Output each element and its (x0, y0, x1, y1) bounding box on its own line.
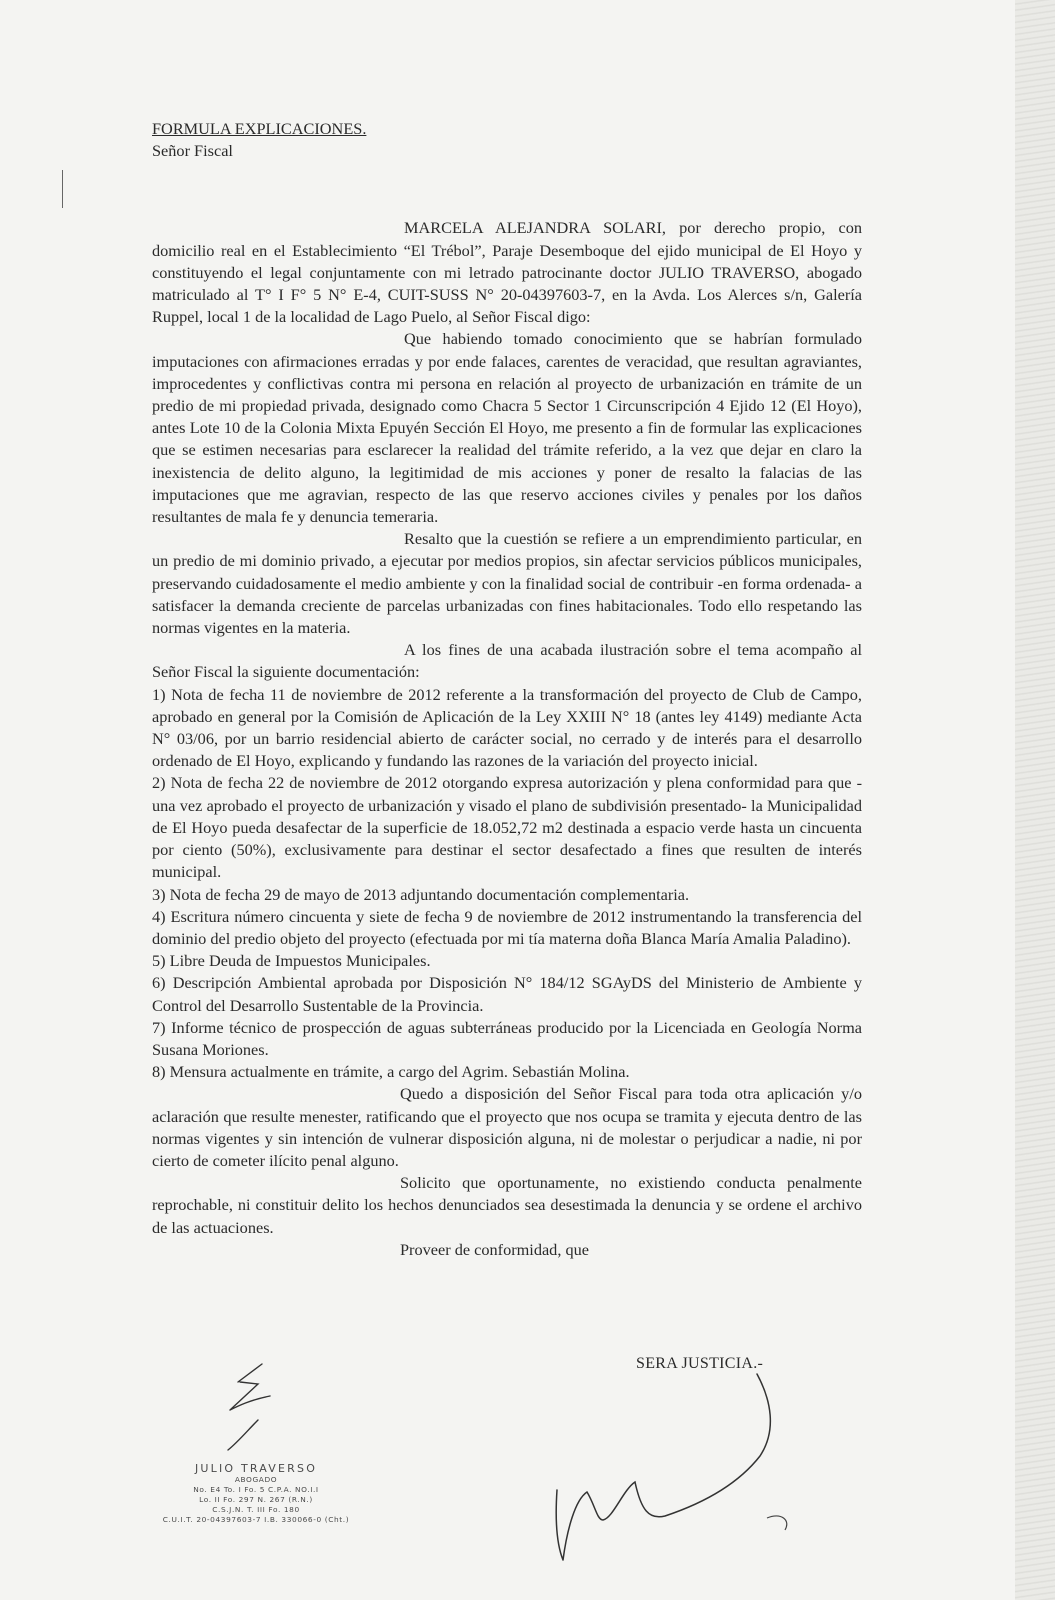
document-item: 3) Nota de fecha 29 de mayo de 2013 adjuntando documentación complementaria. (152, 884, 690, 904)
stamp-line: C.U.I.T. 20-04397603-7 I.B. 330066-0 (Cht.) (162, 1515, 350, 1524)
client-signature (545, 1370, 795, 1570)
paper-edge (1015, 0, 1055, 1600)
stamp-name: JULIO TRAVERSO (194, 1462, 318, 1475)
provision-line: Proveer de conformidad, que (400, 1239, 589, 1259)
lawyer-stamp (136, 1462, 376, 1525)
stamp-line: Lo. II Fo. 297 N. 267 (R.N.) (199, 1495, 313, 1504)
request-paragraph: Solicito que oportunamente, no existiendo conducta penalmente reprochable, ni constituir delito los hechos denunciados sea desestimada la denuncia y se ordene el archivo de las actuaciones. (152, 1173, 862, 1237)
document-item: 2) Nota de fecha 22 de noviembre de 2012 otorgando expresa autorización y plena conformidad para que -una vez aprobado el proyecto de urbanización y visado el plano de subdivisión presentado- la Municipalidad de El Hoyo pueda desafectar de la superficie de 18.052,72 m2 destinada a espacio verde hasta un cincuenta por ciento (50%), exclusivamente para destinar el sector desafectado a fines que resulten de interés municipal. (152, 773, 862, 882)
document-item: 8) Mensura actualmente en trámite, a cargo del Agrim. Sebastián Molina. (152, 1062, 630, 1082)
document-item: 5) Libre Deuda de Impuestos Municipales. (152, 951, 431, 971)
stamp-line: ABOGADO (234, 1475, 278, 1484)
availability-paragraph: Quedo a disposición del Señor Fiscal para toda otra aplicación y/o aclaración que resulte menester, ratificando que el proyecto que nos ocupa se tramita y ejecuta dentro de las normas vigentes y sin intención de vulnerar disposición alguna, ni de molestar o perjudicar a nadie, ni por cierto de cometer ilícito penal alguno. (152, 1084, 862, 1170)
clarification-paragraph: Resalto que la cuestión se refiere a un emprendimiento particular, en un predio de mi dominio privado, a ejecutar por medios propios, sin afectar servicios públicos municipales, preservando cuidadosamente el medio ambiente y con la finalidad social de contribuir -en forma ordenada- a satisfacer la demanda creciente de parcelas urbanizadas con fines habitacionales. Todo ello respetando las normas vigentes en la materia. (152, 529, 862, 638)
document-body (152, 118, 862, 1261)
documentation-intro: A los fines de una acabada ilustración sobre el tema acompaño al Señor Fiscal la siguiente documentación: (152, 640, 862, 682)
stamp-line: No. E4 To. I Fo. 5 C.P.A. NO.I.I (193, 1485, 319, 1494)
margin-mark (62, 170, 63, 208)
document-item: 7) Informe técnico de prospección de aguas subterráneas producido por la Licenciada en Geología Norma Susana Moriones. (152, 1017, 862, 1059)
document-heading: FORMULA EXPLICACIONES. (152, 119, 367, 138)
addressee: Señor Fiscal (152, 141, 233, 161)
lawyer-signature (200, 1360, 310, 1455)
intro-paragraph: MARCELA ALEJANDRA SOLARI, por derecho propio, con domicilio real en el Establecimiento “El Trébol”, Paraje Desemboque del ejido municipal de El Hoyo y constituyendo el legal conjuntamente con mi letrado patrocinante doctor JULIO TRAVERSO, abogado matriculado al T° I F° 5 N° E-4, CUIT-SUSS N° 20-04397603-7, en la Avda. Los Alerces s/n, Galería Ruppel, local 1 de la localidad de Lago Puelo, al Señor Fiscal digo: (152, 218, 862, 327)
document-item: 6) Descripción Ambiental aprobada por Disposición N° 184/12 SGAyDS del Ministerio de Ambiente y Control del Desarrollo Sustentable de la Provincia. (152, 973, 862, 1015)
document-item: 1) Nota de fecha 11 de noviembre de 2012 referente a la transformación del proyecto de Club de Campo, aprobado en general por la Comisión de Aplicación de la Ley XXIII N° 18 (antes ley 4149) mediante Acta N° 03/06, por un barrio residencial abierto de carácter social, no cerrado y de interés para el desarrollo ordenado de El Hoyo, explicando y fundando las razones de la variación del proyecto inicial. (152, 684, 862, 771)
facts-paragraph: Que habiendo tomado conocimiento que se habrían formulado imputaciones con afirmaciones erradas y por ende falaces, carentes de veracidad, que resultan agraviantes, improcedentes y conflictivas contra mi persona en relación al proyecto de urbanización en trámite de un predio de mi propiedad privada, designado como Chacra 5 Sector 1 Circunscripción 4 Ejido 12 (El Hoyo), antes Lote 10 de la Colonia Mixta Epuyén Sección El Hoyo, me presento a fin de formular las explicaciones que se estimen necesarias para esclarecer la realidad del trámite referido, a la vez que dejar en claro la inexistencia de delito alguno, la legitimidad de mis acciones y poner de resalto la falacias de las imputaciones que me agravian, respecto de las que reservo acciones civiles y penales por los daños resultantes de mala fe y denuncia temeraria. (152, 329, 862, 527)
document-item: 4) Escritura número cincuenta y siete de fecha 9 de noviembre de 2012 instrumentando la transferencia del dominio del predio objeto del proyecto (efectuada por mi tía materna doña Blanca María Amalia Paladino). (152, 906, 862, 948)
stamp-line: C.S.J.N. T. III Fo. 180 (212, 1505, 300, 1514)
sera-justicia: SERA JUSTICIA.- (636, 1355, 764, 1372)
